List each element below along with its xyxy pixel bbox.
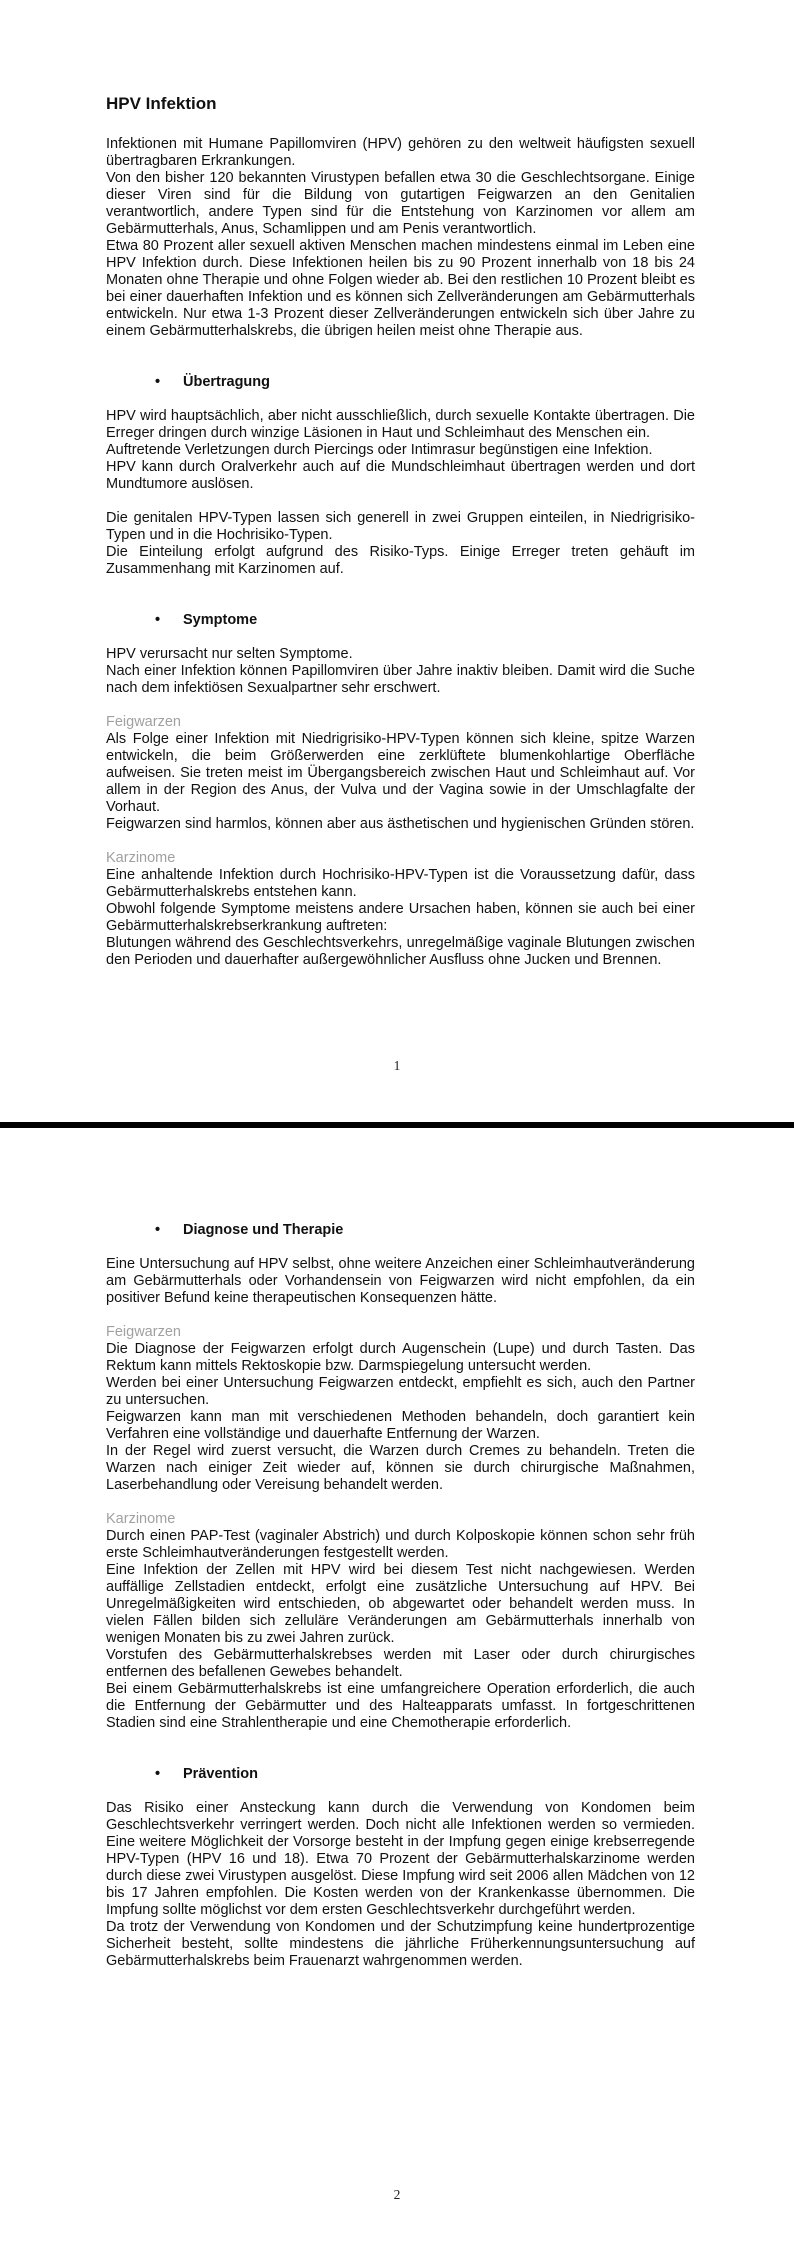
paragraph: Da trotz der Verwendung von Kondomen und der Schutzimpfung keine hundertprozentige Sicherheit besteht, sollte mindestens die jährliche Früherkennungsuntersuchung auf Gebärmutterhalskrebs beim Frauenarzt wahrgenommen werden. bbox=[106, 1919, 695, 1969]
section-heading-diagnose-und-therapie bbox=[106, 1222, 695, 1239]
page-number: 2 bbox=[393, 2187, 401, 2202]
page-1-content bbox=[0, 0, 794, 969]
section-heading-label: Übertragung bbox=[183, 374, 270, 390]
spacer bbox=[106, 1783, 695, 1800]
paragraph: Feigwarzen sind harmlos, können aber aus ästhetischen und hygienischen Gründen stören. bbox=[106, 816, 695, 832]
section-heading-praevention bbox=[106, 1766, 695, 1783]
paragraph: Obwohl folgende Symptome meistens andere Ursachen haben, können sie auch bei einer Gebärmutterhalskrebserkrankung auftreten: bbox=[106, 901, 695, 934]
paragraph: Von den bisher 120 bekannten Virustypen befallen etwa 30 die Geschlechtsorgane. Einige dieser Viren sind für die Bildung von gutartigen Feigwarzen an den Genitalien verantwortlich, andere Typen sind für die Entstehung von Karzinomen vor allem am Gebärmutterhals, Anus, Schamlippen und am Penis verantwortlich. bbox=[106, 170, 695, 237]
paragraph: Bei einem Gebärmutterhalskrebs ist eine umfangreichere Operation erforderlich, die auch die Entfernung der Gebärmutter und des Halteapparats umfasst. In fortgeschrittenen Stadien sind eine Strahlentherapie und eine Chemotherapie erforderlich. bbox=[106, 1681, 695, 1731]
spacer bbox=[106, 629, 695, 646]
page-2 bbox=[0, 1128, 794, 2251]
subsection-label-feigwarzen: Feigwarzen bbox=[106, 714, 181, 730]
spacer bbox=[106, 833, 695, 850]
paragraph: Die genitalen HPV-Typen lassen sich generell in zwei Gruppen einteilen, in Niedrigrisiko-Typen und in die Hochrisiko-Typen. bbox=[106, 510, 695, 543]
document-title: HPV Infektion bbox=[106, 94, 217, 113]
spacer bbox=[106, 391, 695, 408]
page-number: 1 bbox=[393, 1058, 401, 1073]
paragraph: Infektionen mit Humane Papillomviren (HPV) gehören zu den weltweit häufigsten sexuell übertragbaren Erkrankungen. bbox=[106, 136, 695, 169]
paragraph: Werden bei einer Untersuchung Feigwarzen entdeckt, empfiehlt es sich, auch den Partner zu untersuchen. bbox=[106, 1375, 695, 1408]
page-1 bbox=[0, 0, 794, 1122]
bullet-icon: • bbox=[155, 1766, 161, 1782]
paragraph: Durch einen PAP-Test (vaginaler Abstrich) und durch Kolposkopie können schon sehr früh erste Schleimhautveränderungen festgestellt werden. bbox=[106, 1528, 695, 1561]
paragraph: Auftretende Verletzungen durch Piercings oder Intimrasur begünstigen eine Infektion. bbox=[106, 442, 653, 458]
section-heading-symptome bbox=[106, 612, 695, 629]
paragraph: Die Einteilung erfolgt aufgrund des Risiko-Typs. Einige Erreger treten gehäuft im Zusammenhang mit Karzinomen auf. bbox=[106, 544, 695, 577]
paragraph: Etwa 80 Prozent aller sexuell aktiven Menschen machen mindestens einmal im Leben eine HPV Infektion durch. Diese Infektionen heilen bis zu 90 Prozent innerhalb von 18 bis 24 Monaten ohne Therapie und ohne Folgen wieder ab. Bei den restlichen 10 Prozent bleibt es bei einer dauerhaften Infektion und es können sich Zellveränderungen am Gebärmutterhals entwickeln. Nur etwa 1-3 Prozent dieser Zellveränderungen entwickeln sich über Jahre zu einem Gebärmutterhalskrebs, die übrigen heilen meist ohne Therapie aus. bbox=[106, 238, 695, 339]
bullet-icon: • bbox=[155, 374, 161, 390]
page-2-content bbox=[0, 1128, 794, 1970]
section-heading-label: Diagnose und Therapie bbox=[183, 1222, 344, 1238]
paragraph: Das Risiko einer Ansteckung kann durch die Verwendung von Kondomen beim Geschlechtsverkehr verringert werden. Doch nicht alle Infektionen werden so vermieden. Eine weitere Möglichkeit der Vorsorge besteht in der Impfung gegen einige krebserregende HPV-Typen (HPV 16 und 18). Etwa 70 Prozent der Gebärmutterhalskarzinome werden durch diese zwei Virustypen ausgelöst. Diese Impfung wird seit 2006 allen Mädchen von 12 bis 17 Jahren empfohlen. Die Kosten werden von der Krankenkasse übernommen. Die Impfung sollte möglichst vor dem ersten Geschlechtsverkehr durchgeführt werden. bbox=[106, 1800, 695, 1918]
paragraph: Feigwarzen kann man mit verschiedenen Methoden behandeln, doch garantiert kein Verfahren eine vollständige und dauerhafte Entfernung der Warzen. bbox=[106, 1409, 695, 1442]
spacer bbox=[106, 340, 695, 374]
paragraph: Die Diagnose der Feigwarzen erfolgt durch Augenschein (Lupe) und durch Tasten. Das Rektum kann mittels Rektoskopie bzw. Darmspiegelung untersucht werden. bbox=[106, 1341, 695, 1374]
paragraph: HPV kann durch Oralverkehr auch auf die Mundschleimhaut übertragen werden und dort Mundtumore auslösen. bbox=[106, 459, 695, 492]
spacer bbox=[106, 1732, 695, 1766]
spacer bbox=[106, 1494, 695, 1511]
paragraph: Eine anhaltende Infektion durch Hochrisiko-HPV-Typen ist die Voraussetzung dafür, dass Gebärmutterhalskrebs entstehen kann. bbox=[106, 867, 695, 900]
spacer bbox=[106, 1239, 695, 1256]
subsection-label-karzinome: Karzinome bbox=[106, 1511, 176, 1527]
section-heading-label: Symptome bbox=[183, 612, 258, 628]
paragraph: Als Folge einer Infektion mit Niedrigrisiko-HPV-Typen können sich kleine, spitze Warzen entwickeln, die beim Größerwerden eine zerklüftete blumenkohlartige Oberfläche aufweisen. Sie treten meist im Übergangsbereich zwischen Haut und Schleimhaut auf. Vor allem in der Region des Anus, der Vulva und der Vagina sowie in der Umschlagfalte der Vorhaut. bbox=[106, 731, 695, 815]
paragraph: Vorstufen des Gebärmutterhalskrebses werden mit Laser oder durch chirurgisches entfernen des befallenen Gewebes behandelt. bbox=[106, 1647, 695, 1680]
bullet-icon: • bbox=[155, 612, 161, 628]
paragraph: Blutungen während des Geschlechtsverkehrs, unregelmäßige vaginale Blutungen zwischen den Perioden und dauerhafter außergewöhnlicher Ausfluss ohne Jucken und Brennen. bbox=[106, 935, 695, 968]
section-heading-uebertragung bbox=[106, 374, 695, 391]
subsection-label-karzinome: Karzinome bbox=[106, 850, 176, 866]
bullet-icon: • bbox=[155, 1222, 161, 1238]
subsection-label-feigwarzen: Feigwarzen bbox=[106, 1324, 181, 1340]
paragraph: Nach einer Infektion können Papillomviren über Jahre inaktiv bleiben. Damit wird die Suche nach dem infektiösen Sexualpartner sehr erschwert. bbox=[106, 663, 695, 696]
spacer bbox=[106, 697, 695, 714]
paragraph: HPV verursacht nur selten Symptome. bbox=[106, 646, 353, 662]
spacer bbox=[106, 493, 695, 510]
paragraph: HPV wird hauptsächlich, aber nicht ausschließlich, durch sexuelle Kontakte übertragen. Die Erreger dringen durch winzige Läsionen in Haut und Schleimhaut des Menschen ein. bbox=[106, 408, 695, 441]
spacer bbox=[106, 578, 695, 612]
section-heading-label: Prävention bbox=[183, 1766, 258, 1782]
spacer bbox=[106, 1307, 695, 1324]
paragraph: In der Regel wird zuerst versucht, die Warzen durch Cremes zu behandeln. Treten die Warzen nach einiger Zeit wieder auf, können sie durch chirurgische Maßnahmen, Laserbehandlung oder Vereisung behandelt werden. bbox=[106, 1443, 695, 1493]
paragraph: Eine Infektion der Zellen mit HPV wird bei diesem Test nicht nachgewiesen. Werden auffällige Zellstadien entdeckt, erfolgt eine zusätzliche Untersuchung auf HPV. Bei Unregelmäßigkeiten wird entschieden, ob abgewartet oder behandelt werden muss. In vielen Fällen bilden sich zelluläre Veränderungen am Gebärmutterhals innerhalb von wenigen Monaten bis zu zwei Jahren zurück. bbox=[106, 1562, 695, 1646]
paragraph: Eine Untersuchung auf HPV selbst, ohne weitere Anzeichen einer Schleimhautveränderung am Gebärmutterhals oder Vorhandensein von Feigwarzen wird nicht empfohlen, da ein positiver Befund keine therapeutischen Konsequenzen hätte. bbox=[106, 1256, 695, 1306]
